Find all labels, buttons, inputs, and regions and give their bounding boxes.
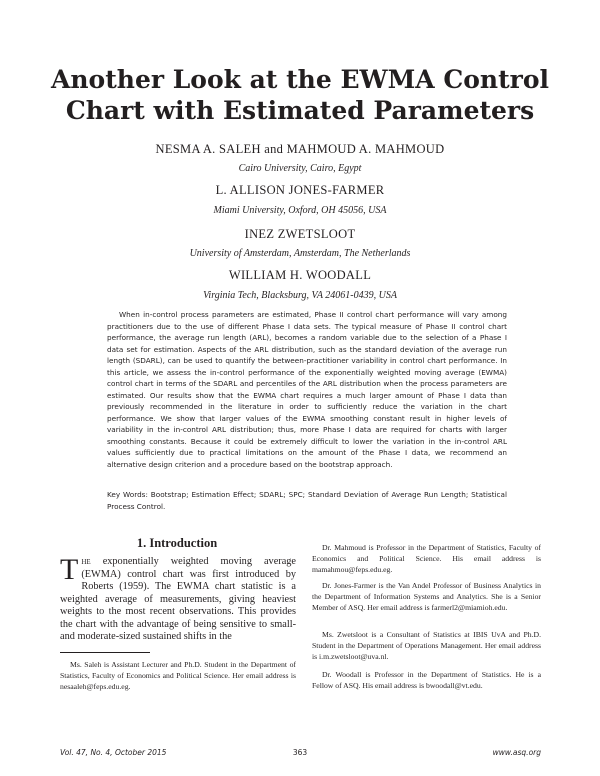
footnote-zwetsloot: Ms. Zwetsloot is a Consultant of Statistics at IBIS UvA and Ph.D. Student in the Department of Operations Management. Her email address is i.m.zwetsloot@uva.nl. xyxy=(312,630,541,661)
footnote-jones-farmer: Dr. Jones-Farmer is the Van Andel Professor of Business Analytics in the Department of Information Systems and Analytics. She is a Senior Member of ASQ. Her email address is farmerl2@miamioh.edu. xyxy=(312,581,541,612)
drop-cap: T xyxy=(60,553,79,586)
author-names-2: L. ALLISON JONES-FARMER xyxy=(215,183,385,197)
keywords: Key Words: Bootstrap; Estimation Effect; SDARL; SPC; Standard Deviation of Average Run Length; Statistical Process Control. xyxy=(107,490,507,511)
footnote-woodall: Dr. Woodall is Professor in the Department of Statistics. He is a Fellow of ASQ. His email address is bwoodall@vt.edu. xyxy=(312,670,541,690)
intro-paragraph xyxy=(60,553,296,644)
author-names-1: NESMA A. SALEH and MAHMOUD A. MAHMOUD xyxy=(155,142,445,156)
footnote-saleh: Ms. Saleh is Assistant Lecturer and Ph.D. Student in the Department of Statistics, Faculty of Economics and Political Science. Her email address is nesaaleh@feps.edu.eg. xyxy=(60,660,296,691)
footnote-mahmoud: Dr. Mahmoud is Professor in the Department of Statistics, Faculty of Economics and Political Science. His email address is mamahmou@feps.edu.eg. xyxy=(312,543,541,574)
author-names-3: INEZ ZWETSLOOT xyxy=(244,227,356,241)
author-names-4: WILLIAM H. WOODALL xyxy=(228,268,372,282)
paper-title xyxy=(0,64,600,126)
journal-website: www.asq.org xyxy=(492,748,541,757)
page-number: 363 xyxy=(292,748,308,757)
author-affiliation-1: Cairo University, Cairo, Egypt xyxy=(238,163,362,174)
author-affiliation-2: Miami University, Oxford, OH 45056, USA xyxy=(213,205,387,216)
title-line-2: Chart with Estimated Parameters xyxy=(65,96,535,125)
journal-issue: Vol. 47, No. 4, October 2015 xyxy=(60,748,167,757)
intro-lead-word: he xyxy=(81,556,91,567)
author-affiliation-4: Virginia Tech, Blacksburg, VA 24061-0439, USA xyxy=(203,290,397,301)
intro-body: exponentially weighted moving average (EWMA) control chart was first introduced by Roberts (1959). The EWMA chart statistic is a weighted average of measurements, giving heaviest weights to the most recent observations. This provides the chart with the advantage of being sensitive to small- and moderate-sized sustained shifts in the xyxy=(60,556,296,642)
title-line-1: Another Look at the EWMA Control xyxy=(50,65,550,94)
section-heading: 1. Introduction xyxy=(136,536,218,550)
abstract: When in-control process parameters are estimated, Phase II control chart performance will vary among practitioners due to the use of different Phase I data sets. The typical measure of Phase II control chart performance, the average run length (ARL), becomes a random variable due to the selection of a Phase I data set for estimation. Aspects of the ARL distribution, such as the standard deviation of the average run length (SDARL), can be used to quantify the between-practitioner variability in control chart performance. In this article, we assess the in-control performance of the exponentially weighted moving average (EWMA) control chart in terms of the SDARL and percentiles of the ARL distribution when the process parameters are estimated. Our results show that the EWMA chart requires a much larger amount of Phase I data than previously recommended in the literature in order to sufficiently reduce the variation in the chart performance. We show that larger values of the EWMA smoothing constant result in higher levels of variability in the in-control ARL distribution; thus, more Phase I data are required for charts with larger smoothing constants. Because it could be extremely difficult to lower the variation in the in-control ARL values sufficiently due to practical limitations on the amount of the Phase I data, we recommend an alternative design criterion and a procedure based on the bootstrap approach. xyxy=(107,310,507,469)
author-affiliation-3: University of Amsterdam, Amsterdam, The Netherlands xyxy=(189,248,411,259)
footnote-rule xyxy=(60,652,150,653)
